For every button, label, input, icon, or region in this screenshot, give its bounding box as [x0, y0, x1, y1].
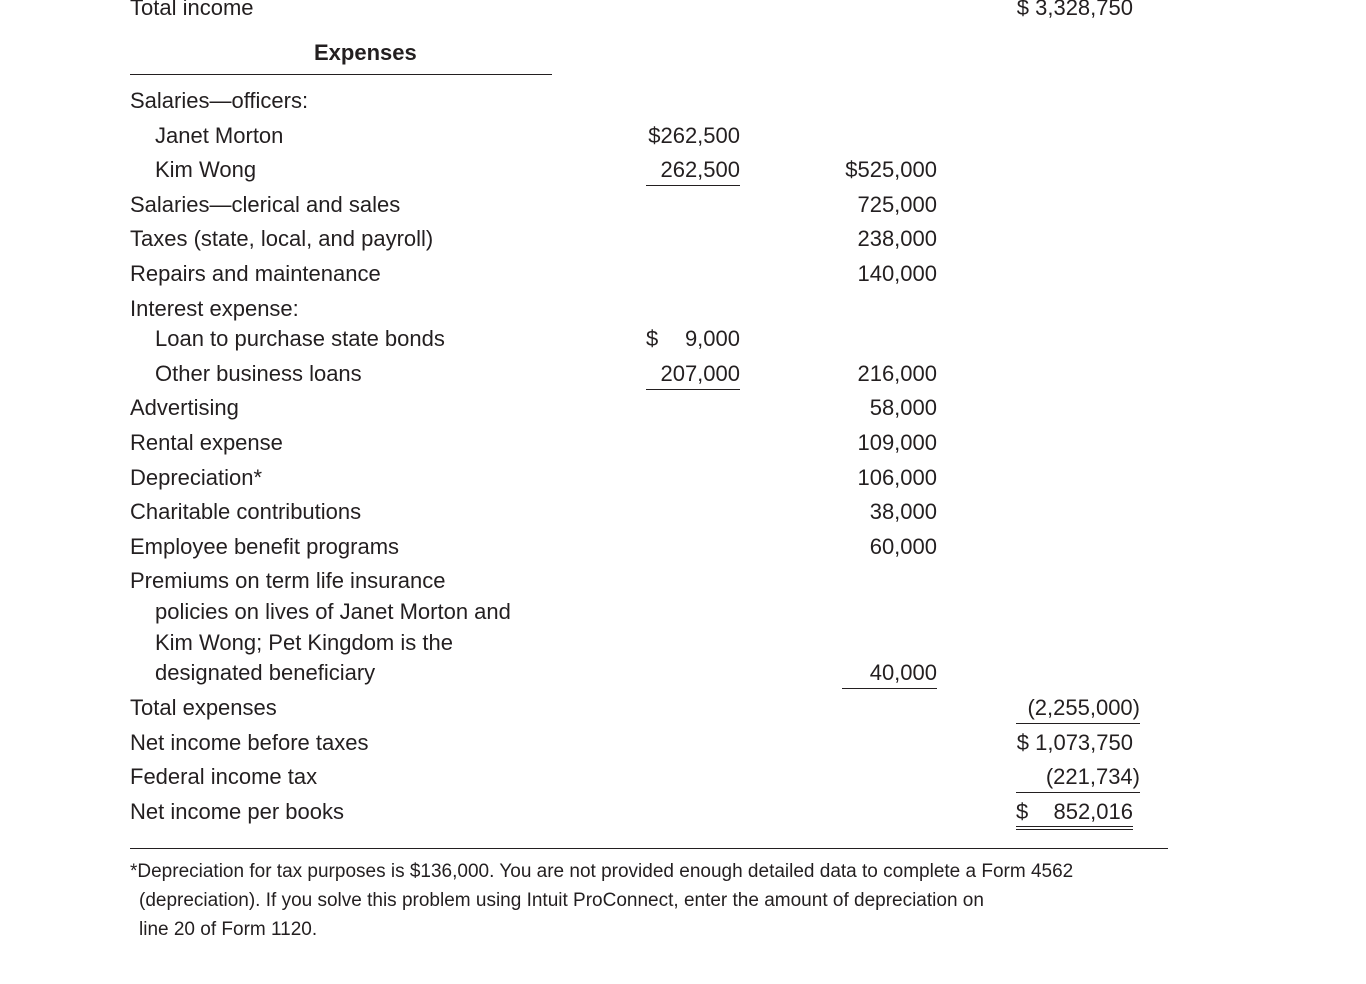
charitable-amount: 38,000 [869, 499, 937, 524]
taxes-label: Taxes (state, local, and payroll) [130, 226, 434, 251]
premiums-label-line1: Premiums on term life insurance [130, 568, 446, 593]
total-expenses-label: Total expenses [130, 695, 277, 720]
net-per-books-label: Net income per books [130, 799, 344, 824]
advertising-label: Advertising [130, 395, 239, 420]
header-rule [130, 74, 552, 75]
total-expenses-amount: (2,255,000) [1027, 695, 1140, 720]
loan-state-bonds-amount: 9,000 [684, 326, 740, 351]
kim-wong-underline [646, 185, 740, 186]
employee-benefit-amount: 60,000 [869, 534, 937, 559]
total-income-value: $ 3,328,750 [1016, 0, 1133, 20]
loan-state-bonds-label: Loan to purchase state bonds [155, 326, 445, 351]
net-before-taxes-label: Net income before taxes [130, 730, 369, 755]
net-before-taxes-amount: $ 1,073,750 [1016, 730, 1133, 755]
federal-tax-amount: (221,734) [1045, 764, 1140, 789]
footnote-rule [130, 848, 1168, 849]
interest-expense-label: Interest expense: [130, 296, 299, 321]
interest-subtotal: 216,000 [857, 361, 937, 386]
footnote-line2: (depreciation). If you solve this problem using Intuit ProConnect, enter the amount of depreciation on [139, 890, 984, 911]
net-per-books-double-underline-1 [1016, 826, 1133, 827]
depreciation-amount: 106,000 [857, 465, 937, 490]
federal-tax-underline [1016, 792, 1140, 793]
taxes-amount: 238,000 [857, 226, 937, 251]
salaries-officers-label: Salaries—officers: [130, 88, 309, 113]
net-per-books-amount: 852,016 [1053, 799, 1133, 824]
repairs-amount: 140,000 [857, 261, 937, 286]
loan-state-bonds-dollar-sign: $ [646, 326, 659, 351]
net-per-books-double-underline-2 [1016, 829, 1133, 830]
premiums-label-line3: Kim Wong; Pet Kingdom is the [155, 630, 453, 655]
janet-morton-label: Janet Morton [155, 123, 284, 148]
total-expenses-underline [1016, 723, 1140, 724]
depreciation-label: Depreciation* [130, 465, 263, 490]
salaries-clerical-label: Salaries—clerical and sales [130, 192, 401, 217]
other-loans-underline [646, 389, 740, 390]
net-per-books-dollar-sign: $ [1016, 799, 1029, 824]
expenses-header: Expenses [314, 40, 417, 65]
premiums-label-line4: designated beneficiary [155, 660, 376, 685]
rental-amount: 109,000 [857, 430, 937, 455]
premiums-amount: 40,000 [869, 660, 937, 685]
kim-wong-amount: 262,500 [660, 157, 740, 182]
advertising-amount: 58,000 [869, 395, 937, 420]
kim-wong-label: Kim Wong [155, 157, 257, 182]
footnote-line3: line 20 of Form 1120. [139, 919, 318, 940]
premiums-label-line2: policies on lives of Janet Morton and [155, 599, 511, 624]
other-loans-label: Other business loans [155, 361, 362, 386]
rental-label: Rental expense [130, 430, 283, 455]
salaries-clerical-amount: 725,000 [857, 192, 937, 217]
officers-subtotal: $525,000 [845, 157, 937, 182]
repairs-label: Repairs and maintenance [130, 261, 381, 286]
federal-tax-label: Federal income tax [130, 764, 318, 789]
other-loans-amount: 207,000 [660, 361, 740, 386]
janet-morton-amount: $262,500 [648, 123, 740, 148]
footnote-line1: *Depreciation for tax purposes is $136,000. You are not provided enough detailed data to complete a Form 4562 [130, 861, 1074, 882]
premiums-underline [842, 688, 937, 689]
charitable-label: Charitable contributions [130, 499, 362, 524]
total-income-label: Total income [130, 0, 254, 20]
employee-benefit-label: Employee benefit programs [130, 534, 400, 559]
